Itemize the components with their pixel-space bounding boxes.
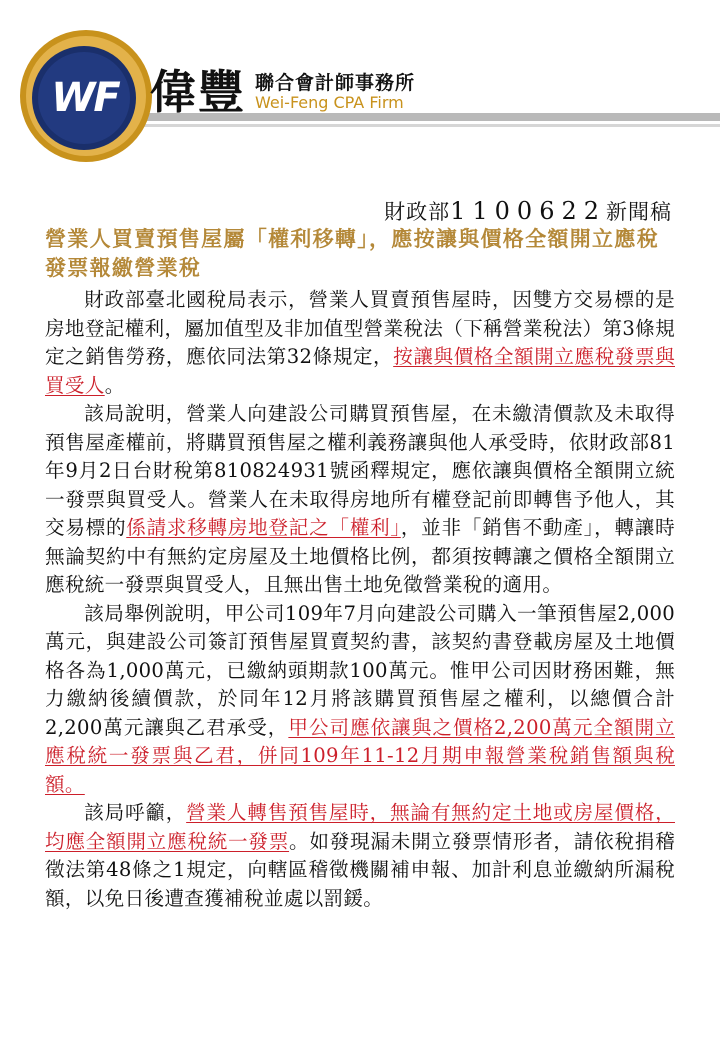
- press-date: 1100622: [450, 197, 606, 225]
- paragraph-1-highlight: 按讓與價格全額開立應稅發票與買受人: [45, 345, 675, 397]
- press-release-line: [384, 196, 672, 226]
- paragraph-4-text-b: 。如發現漏未開立發票情形者，請依稅捐稽徵法第48條之1規定，向轄區稽徵機關補申報、加計利息並繳納所漏稅額，以免日後遭查獲補稅並處以罰鍰。: [45, 829, 675, 910]
- paragraph-2-highlight: 係請求移轉房地登記之「權利」: [126, 516, 401, 539]
- paragraph-3: [45, 600, 675, 800]
- paragraph-2-text-b: ，並非「銷售不動產」，轉讓時無論契約中有無約定房屋及土地價格比例，都須按轉讓之價格全額開立應稅統一發票與買受人，且無出售土地免徵營業稅的適用。: [45, 516, 676, 596]
- paragraph-1-end: 。: [104, 373, 125, 397]
- paragraph-2-text-a: 該局說明，營業人向建設公司購買預售屋，在未繳清價款及未取得預售屋產權前，將購買預售屋之權利義務讓與他人承受時，依財政部81年9月2日台財稅第810824931號函釋規定，應依讓與價格全額開立統一發票與買受人。營業人在未取得房地所有權登記前即轉售予他人，其交易標的: [45, 402, 675, 539]
- press-issuer: 財政部: [384, 200, 451, 224]
- paragraph-2: [45, 400, 675, 600]
- logo-wf-mark: WF: [51, 75, 119, 121]
- press-label: 新聞稿: [606, 200, 672, 224]
- firm-name-en: Wei-Feng CPA Firm: [255, 93, 404, 112]
- paragraph-1-text: 財政部臺北國稅局表示，營業人買賣預售屋時，因雙方交易標的是房地登記權利，屬加值型及非加值型營業稅法（下稱營業稅法）第3條規定之銷售勞務，應依同法第32條規定，: [45, 288, 675, 368]
- firm-name-cn: 偉豐: [150, 65, 246, 119]
- paragraph-4: [45, 799, 675, 913]
- letterhead: [0, 0, 720, 190]
- paragraph-4-highlight: 營業人轉售預售屋時，無論有無約定土地或房屋價格，均應全額開立應稅統一發票: [45, 801, 675, 853]
- paragraph-1: [45, 286, 675, 400]
- paragraph-4-text-a: 該局呼籲，: [84, 801, 187, 824]
- article-body: [45, 224, 675, 913]
- paragraph-3-text: 該局舉例說明，甲公司109年7月向建設公司購入一筆預售屋2,000萬元，與建設公司簽訂預售屋買賣契約書，該契約書登載房屋及土地價格各為1,000萬元，已繳納頭期款100萬元。惟甲公司因財務困難，無力繳納後續價款，於同年12月將該購買預售屋之權利，以總價合計2,200萬元讓與乙君承受，: [45, 601, 675, 739]
- firm-subtitle-cn: 聯合會計師事務所: [255, 72, 416, 94]
- paragraph-3-highlight: 甲公司應依讓與之價格2,200萬元全額開立應稅統一發票與乙君，併同109年11-12月期申報營業稅銷售額與稅額。: [45, 715, 675, 796]
- article-title: 營業人買賣預售屋屬「權利移轉」，應按讓與價格全額開立應稅發票報繳營業稅: [45, 226, 659, 280]
